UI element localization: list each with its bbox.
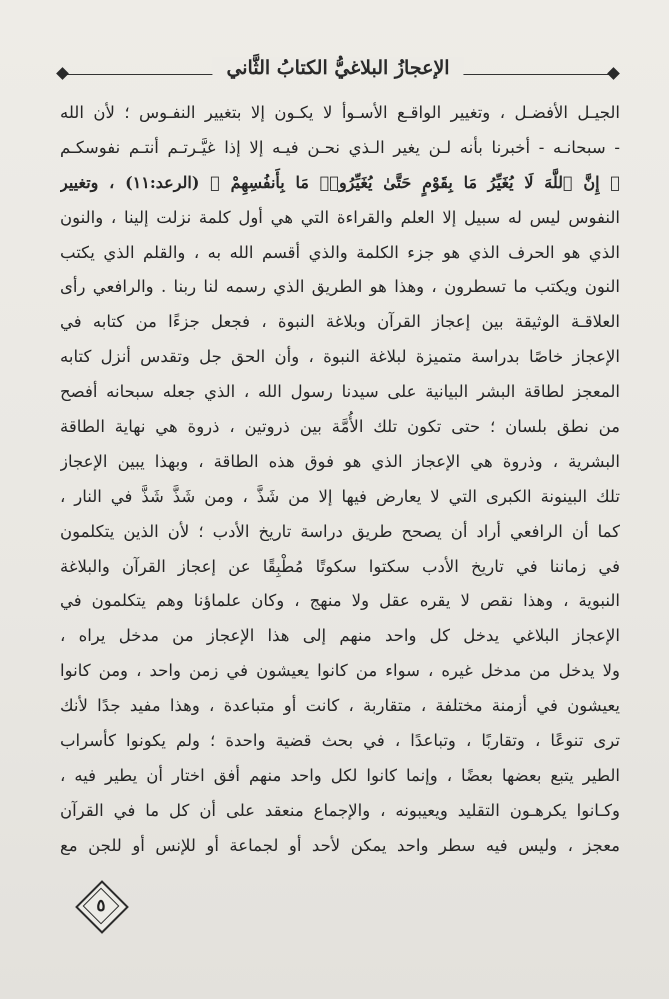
text-line: العلاقـة الوثيقة بين إعجاز القرآن وبلاغة النبوة ، فجعل جزءًا من كتابه في — [60, 312, 620, 332]
text-line: - سبحانـه - أخبرنا بأنه لـن يغير الـذي نحـن فيـه إلا إذا غيَّـرتـم أنتـم نفوسكـم — [60, 137, 620, 157]
text-line: الطير يتبع بعضها بعضًا ، وإنما كانوا لكل واحد منهم أفق اختار أن يطير فيه ، — [60, 765, 620, 785]
text-line: البشرية ، وذروة هي الإعجاز الذي هو فوق هذه الطاقة ، وبهذا يبين الإعجاز — [60, 451, 620, 471]
text-line: في زماننا في تاريخ الأدب سكتوا سكوتًا مُطْبِقًا عن إعجاز القرآن والبلاغة — [60, 556, 620, 576]
text-line: النفوس ليس له سبيل إلا العلم والقراءة التي هي أول كلمة نزلت إلينا ، والنون — [60, 207, 620, 227]
header-diamond-right-icon — [607, 67, 620, 80]
quran-verse-line: ﴿ إِنَّ ٱللَّهَ لَا يُغَيِّرُ مَا بِقَوْمٍ حَتَّىٰ يُغَيِّرُوا۟ مَا بِأَنفُسِهِمْ ﴾ (الرعد:١١) ، وتغيير — [60, 172, 620, 192]
text-line: تلك البينونة الكبرى التي لا يعارض فيها إلا من شَذَّ ، ومن شَذَّ شَذَّ في النار ، — [60, 486, 620, 506]
text-line: النبوية ، وهذا نقص لا يقره عقل ولا منهج ، وكان علماؤنا وهم يتكلمون في — [60, 591, 620, 611]
page-number: ٥ — [96, 896, 106, 916]
body-text — [60, 96, 620, 864]
text-line: الجيـل الأفضـل ، وتغيير الواقـع الأسـوأ لا يكـون إلا بتغيير النفـوس ؛ لأن الله — [60, 103, 620, 122]
header-title: الإعجازُ البلاغيُّ الكتابُ الثَّاني — [212, 57, 463, 79]
text-line: يعيشون في أزمنة مختلفة ، متقاربة ، كانت أو متباعدة ، وهذا مفيد جدًا لأنك — [60, 696, 620, 716]
text-line: الذي هو الحرف الذي هو جزء الكلمة والذي أقسم الله به ، والقلم الذي يكتب — [60, 242, 620, 262]
running-header — [58, 55, 618, 91]
text-line: من نطق بلسان ؛ حتى تكون تلك الأُمَّة بين ذروتين ، ذروة هي نهاية الطاقة — [60, 417, 620, 437]
text-line: الإعجاز البلاغي يدخل كل واحد منهم إلى هذا الإعجاز من مدخل يراه ، — [60, 626, 620, 646]
page-number-ornament — [76, 881, 126, 931]
text-line: الإعجاز خاصًا بدراسة متميزة لبلاغة النبوة ، وأن الحق جل وتقدس أنزل كتابه — [60, 347, 620, 367]
text-line: النون ويكتب ما تسطرون ، وهذا هو الطريق الذي رسمه لنا ربنا . والرافعي رأى — [60, 277, 620, 297]
text-line: وكـانوا يكرهـون التقليد ويعيبونه ، والإجماع منعقد على أن كل ما في القرآن — [60, 800, 620, 820]
text-line: ولا يدخل من مدخل غيره ، سواء من كانوا يعيشون في زمن واحد ، ومن كانوا — [60, 661, 620, 681]
text-line: معجز ، وليس فيه سطر واحد يمكن لأحد أو لجماعة أو للإنس أو للجن مع — [60, 835, 620, 855]
text-line: كما أن الرافعي أراد أن يصحح طريق دراسة تاريخ الأدب ؛ لأن الذين يتكلمون — [60, 521, 620, 541]
header-diamond-left-icon — [56, 67, 69, 80]
text-line: المعجز لطاقة البشر البيانية على سيدنا رسول الله ، الذي جعله سبحانه أفصح — [60, 382, 620, 402]
text-line: ترى تنوعًا ، وتقاربًا ، وتباعدًا ، في بحث قضية واحدة ؛ ولم يكونوا كأسراب — [60, 731, 620, 751]
